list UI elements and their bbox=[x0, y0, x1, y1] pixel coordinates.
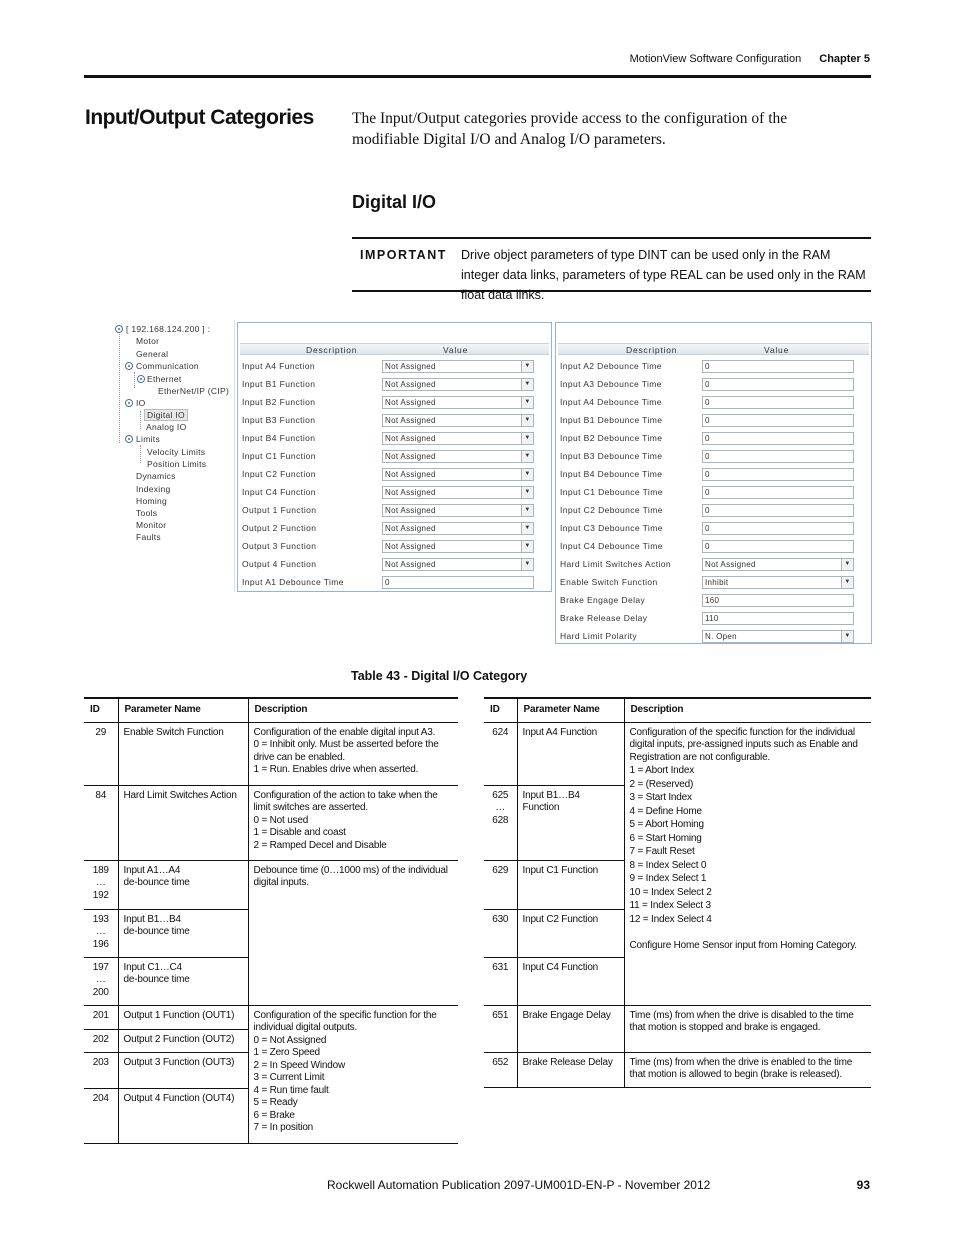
desc-line: 8 = Index Select 0 bbox=[629, 859, 707, 871]
desc-line: 1 = Abort Index bbox=[629, 765, 695, 776]
tree-node-indexing[interactable]: Indexing bbox=[136, 484, 171, 494]
parameter-value: 160 bbox=[705, 596, 720, 605]
desc-line: 2 = Ramped Decel and Disable bbox=[253, 839, 387, 851]
parameter-input[interactable] bbox=[702, 504, 854, 517]
parameter-label: Input A2 Debounce Time bbox=[560, 361, 662, 371]
parameter-row bbox=[558, 447, 869, 465]
id-line: 189 bbox=[92, 864, 109, 876]
parameter-row bbox=[558, 573, 869, 591]
table-row bbox=[84, 860, 458, 909]
parameter-label: Input A1 Debounce Time bbox=[242, 577, 344, 587]
desc-line: 6 = Brake bbox=[253, 1109, 295, 1121]
parameter-label: Input C2 Function bbox=[242, 469, 316, 479]
id-line: 628 bbox=[492, 814, 509, 826]
tree-node-analog-io[interactable]: Analog IO bbox=[146, 422, 187, 432]
desc-line: 12 = Index Select 4 bbox=[629, 913, 712, 925]
cell-parameter-name: Output 2 Function (OUT2) bbox=[118, 1029, 248, 1052]
id-line: … bbox=[95, 877, 106, 888]
cell-parameter-name: Brake Release Delay bbox=[517, 1052, 624, 1087]
tree-node-homing[interactable]: Homing bbox=[136, 496, 168, 506]
desc-line: 5 = Abort Homing bbox=[629, 819, 704, 830]
desc-line: 5 = Ready bbox=[253, 1097, 298, 1108]
cell-id: 629 bbox=[484, 860, 517, 909]
parameter-row bbox=[240, 573, 549, 591]
parameter-label: Input C1 Function bbox=[242, 451, 316, 461]
table-row bbox=[484, 1005, 871, 1052]
parameter-row bbox=[240, 501, 549, 519]
desc-line: 3 = Current Limit bbox=[253, 1072, 325, 1083]
parameter-label: Input B2 Function bbox=[242, 397, 316, 407]
parameter-row bbox=[558, 393, 869, 411]
desc-line: 0 = Not used bbox=[253, 814, 309, 826]
parameter-dropdown[interactable] bbox=[382, 378, 534, 391]
parameter-input[interactable] bbox=[702, 612, 854, 625]
cell-id: 84 bbox=[84, 785, 118, 860]
parameter-label: Input B4 Debounce Time bbox=[560, 469, 663, 479]
digital-io-table-left bbox=[84, 697, 458, 1144]
parameter-value: 0 bbox=[705, 380, 710, 389]
header-id: ID bbox=[484, 698, 517, 722]
cell-id: 203 bbox=[84, 1052, 118, 1088]
id-line: 197 bbox=[92, 961, 109, 973]
cell-id: 202 bbox=[84, 1029, 118, 1052]
desc-line: Configuration of the specific function for the individual digital outputs. bbox=[253, 1009, 437, 1033]
desc-line: Configuration of the enable digital input A3. bbox=[253, 726, 436, 738]
parameter-value: Not Assigned bbox=[385, 362, 436, 371]
parameter-dropdown[interactable] bbox=[382, 450, 534, 463]
parameter-value: Inhibit bbox=[705, 578, 729, 587]
tree-expand-icon[interactable] bbox=[115, 325, 123, 333]
parameter-row bbox=[240, 447, 549, 465]
parameter-label: Input B1 Function bbox=[242, 379, 316, 389]
column-header-value: Value bbox=[764, 345, 790, 355]
table-row bbox=[484, 1052, 871, 1087]
tree-node-position-limits[interactable]: Position Limits bbox=[147, 459, 207, 469]
parameter-value: N. Open bbox=[705, 632, 737, 641]
parameter-dropdown[interactable] bbox=[382, 540, 534, 553]
parameter-value: Not Assigned bbox=[385, 398, 436, 407]
cell-parameter-name bbox=[118, 909, 248, 957]
parameter-dropdown[interactable] bbox=[382, 360, 534, 373]
id-line: 200 bbox=[92, 986, 109, 998]
tree-node-velocity-limits[interactable]: Velocity Limits bbox=[147, 447, 206, 457]
parameter-row bbox=[558, 627, 869, 645]
cell-parameter-name bbox=[118, 957, 248, 1005]
dropdown-arrow-icon[interactable]: ▼ bbox=[521, 379, 533, 390]
parameter-row bbox=[558, 609, 869, 627]
parameter-panel-left bbox=[237, 322, 552, 592]
parameter-value: 0 bbox=[705, 398, 710, 407]
cell-id bbox=[84, 860, 118, 909]
parameter-label: Input A3 Debounce Time bbox=[560, 379, 662, 389]
desc-line: 3 = Start Index bbox=[629, 792, 692, 803]
table-row bbox=[84, 722, 458, 785]
desc-line: 1 = Disable and coast bbox=[253, 827, 346, 838]
parameter-row bbox=[558, 411, 869, 429]
header-chapter: Chapter 5 bbox=[819, 53, 870, 65]
parameter-label: Brake Engage Delay bbox=[560, 595, 646, 605]
section-title: Input/Output Categories bbox=[85, 106, 314, 129]
parameter-row bbox=[558, 591, 869, 609]
parameter-label: Enable Switch Function bbox=[560, 577, 658, 587]
tree-node-motor[interactable]: Motor bbox=[136, 336, 160, 346]
name-line: de-bounce time bbox=[123, 974, 190, 985]
parameter-label: Input C2 Debounce Time bbox=[560, 505, 663, 515]
important-callout bbox=[352, 237, 871, 302]
id-line: … bbox=[495, 802, 506, 813]
parameter-label: Hard Limit Polarity bbox=[560, 631, 638, 641]
cell-parameter-name: Output 4 Function (OUT4) bbox=[118, 1088, 248, 1143]
parameter-dropdown[interactable] bbox=[382, 504, 534, 517]
parameter-row bbox=[558, 483, 869, 501]
subsection-title: Digital I/O bbox=[352, 192, 437, 212]
desc-line: 10 = Index Select 2 bbox=[629, 886, 712, 898]
parameter-label: Input C4 Debounce Time bbox=[560, 541, 663, 551]
intro-paragraph: The Input/Output categories provide access to the configuration of the modifiable Digital I/O and Analog I/O parameters. bbox=[352, 110, 788, 148]
id-line: … bbox=[95, 926, 106, 937]
name-line: de-bounce time bbox=[123, 877, 190, 888]
parameter-row bbox=[240, 483, 549, 501]
cell-parameter-name: Input C1 Function bbox=[517, 860, 624, 909]
id-line: 193 bbox=[92, 913, 109, 925]
header-description: Description bbox=[248, 698, 458, 722]
id-line: 192 bbox=[92, 889, 109, 901]
parameter-value: Not Assigned bbox=[385, 488, 436, 497]
parameter-row bbox=[240, 537, 549, 555]
header-parameter-name: Parameter Name bbox=[517, 698, 624, 722]
navigation-tree bbox=[109, 320, 235, 592]
parameter-label: Input A4 Function bbox=[242, 361, 315, 371]
cell-description bbox=[248, 1005, 458, 1143]
tree-node-faults[interactable]: Faults bbox=[136, 532, 161, 542]
page-number: 93 bbox=[856, 1178, 870, 1192]
parameter-row bbox=[558, 519, 869, 537]
cell-parameter-name: Input A4 Function bbox=[517, 722, 624, 785]
desc-line: Configuration of the action to take when the limit switches are asserted. bbox=[253, 789, 438, 813]
cell-description: Debounce time (0…1000 ms) of the individual digital inputs. bbox=[248, 860, 458, 1005]
desc-line: 9 = Index Select 1 bbox=[629, 873, 707, 884]
header-description: Description bbox=[624, 698, 871, 722]
desc-line: 7 = Fault Reset bbox=[629, 846, 695, 857]
parameter-value: 110 bbox=[705, 614, 719, 623]
parameter-dropdown[interactable] bbox=[382, 558, 534, 571]
parameter-value: 0 bbox=[705, 488, 710, 497]
table-row bbox=[84, 785, 458, 860]
cell-id: 652 bbox=[484, 1052, 517, 1087]
tree-node-io[interactable]: IO bbox=[136, 398, 146, 408]
desc-line: Configure Home Sensor input from Homing Category. bbox=[629, 940, 857, 951]
parameter-input[interactable] bbox=[702, 486, 854, 499]
tree-connector bbox=[140, 445, 141, 463]
tree-node-general[interactable]: General bbox=[136, 349, 169, 359]
parameter-dropdown[interactable] bbox=[382, 522, 534, 535]
parameter-value: Not Assigned bbox=[385, 416, 436, 425]
parameter-value: 0 bbox=[705, 362, 710, 371]
parameter-row bbox=[240, 465, 549, 483]
tree-node-communication[interactable]: Communication bbox=[136, 361, 199, 371]
parameter-value: 0 bbox=[705, 506, 710, 515]
cell-id: 201 bbox=[84, 1005, 118, 1029]
parameter-input[interactable] bbox=[702, 414, 854, 427]
dropdown-arrow-icon[interactable]: ▼ bbox=[521, 415, 533, 426]
cell-parameter-name: Output 3 Function (OUT3) bbox=[118, 1052, 248, 1088]
column-header-value: Value bbox=[443, 345, 469, 355]
id-line: … bbox=[95, 974, 106, 985]
cell-id bbox=[84, 957, 118, 1005]
parameter-row bbox=[558, 357, 869, 375]
id-line: 625 bbox=[492, 789, 509, 801]
tree-node-monitor[interactable]: Monitor bbox=[136, 520, 167, 530]
desc-line: 0 = Not Assigned bbox=[253, 1034, 327, 1046]
header-parameter-name: Parameter Name bbox=[118, 698, 248, 722]
panel-header bbox=[558, 343, 869, 355]
cell-id: 630 bbox=[484, 909, 517, 957]
name-line: Input A1…A4 bbox=[123, 864, 181, 876]
desc-line: Configuration of the specific function for the individual digital inputs, pre-assigned inputs such as Enable and Registration are not configurable. bbox=[629, 726, 858, 763]
dropdown-arrow-icon[interactable]: ▼ bbox=[841, 631, 853, 642]
header-rule bbox=[84, 75, 871, 78]
desc-line: 1 = Zero Speed bbox=[253, 1047, 320, 1058]
desc-line: 0 = Inhibit only. Must be asserted before the drive can be enabled. bbox=[253, 739, 439, 763]
parameter-row bbox=[558, 465, 869, 483]
parameter-dropdown[interactable] bbox=[382, 468, 534, 481]
table-caption: Table 43 - Digital I/O Category bbox=[351, 669, 528, 683]
desc-line: 1 = Run. Enables drive when asserted. bbox=[253, 764, 419, 775]
parameter-input[interactable] bbox=[702, 594, 854, 607]
parameter-value: 0 bbox=[385, 578, 390, 587]
parameter-label: Input C1 Debounce Time bbox=[560, 487, 663, 497]
desc-line: 4 = Define Home bbox=[629, 805, 702, 817]
parameter-row bbox=[558, 429, 869, 447]
desc-line: 11 = Index Select 3 bbox=[629, 900, 711, 911]
digital-io-table-right bbox=[484, 697, 871, 1088]
parameter-value: 0 bbox=[705, 524, 710, 533]
parameter-label: Input B3 Debounce Time bbox=[560, 451, 663, 461]
parameter-label: Output 1 Function bbox=[242, 505, 317, 515]
name-line: de-bounce time bbox=[123, 926, 190, 937]
dropdown-arrow-icon[interactable]: ▼ bbox=[521, 397, 533, 408]
parameter-dropdown[interactable] bbox=[702, 630, 854, 643]
table-header-row bbox=[84, 698, 458, 722]
cell-parameter-name: Hard Limit Switches Action bbox=[118, 785, 248, 860]
parameter-label: Hard Limit Switches Action bbox=[560, 559, 672, 569]
name-line: Input B1…B4 bbox=[123, 913, 181, 925]
tree-node-dynamics[interactable]: Dynamics bbox=[136, 471, 176, 481]
parameter-value: Not Assigned bbox=[385, 434, 436, 443]
parameter-input[interactable] bbox=[702, 432, 854, 445]
desc-line: 2 = In Speed Window bbox=[253, 1059, 346, 1071]
parameter-dropdown[interactable] bbox=[702, 558, 854, 571]
parameter-value: 0 bbox=[705, 542, 710, 551]
tree-connector bbox=[134, 372, 135, 388]
tree-node-ethernet[interactable]: Ethernet bbox=[147, 374, 182, 384]
parameter-input[interactable] bbox=[702, 360, 854, 373]
table-row bbox=[484, 722, 871, 785]
table-header-row bbox=[484, 698, 871, 722]
tree-expand-icon[interactable] bbox=[125, 362, 133, 370]
cell-parameter-name: Input B1…B4 Function bbox=[517, 785, 624, 860]
parameter-input[interactable] bbox=[702, 522, 854, 535]
parameter-row bbox=[240, 375, 549, 393]
dropdown-arrow-icon[interactable]: ▼ bbox=[521, 541, 533, 552]
header-section: MotionView Software Configuration bbox=[629, 53, 802, 65]
parameter-input[interactable] bbox=[702, 378, 854, 391]
parameter-label: Input B2 Debounce Time bbox=[560, 433, 663, 443]
tree-node-ethernetip[interactable]: EtherNet/IP (CIP) bbox=[158, 386, 230, 396]
parameter-row bbox=[240, 555, 549, 573]
parameter-value: 0 bbox=[705, 470, 710, 479]
parameter-input[interactable] bbox=[702, 540, 854, 553]
tree-node-digital-io[interactable]: Digital IO bbox=[144, 409, 188, 421]
tree-node-device[interactable]: [ 192.168.124.200 ] : bbox=[126, 324, 211, 334]
dropdown-arrow-icon[interactable]: ▼ bbox=[841, 559, 853, 570]
column-header-description: Description bbox=[626, 345, 678, 355]
parameter-input[interactable] bbox=[382, 576, 534, 589]
parameter-label: Input C3 Debounce Time bbox=[560, 523, 663, 533]
dropdown-arrow-icon[interactable]: ▼ bbox=[521, 361, 533, 372]
important-text: Drive object parameters of type DINT can be used only in the RAM integer data links, parameters of type REAL can be used only in the RAM float data links. bbox=[461, 248, 866, 302]
cell-id: 651 bbox=[484, 1005, 517, 1052]
dropdown-arrow-icon[interactable]: ▼ bbox=[521, 487, 533, 498]
parameter-label: Output 2 Function bbox=[242, 523, 317, 533]
cell-id: 204 bbox=[84, 1088, 118, 1143]
parameter-value: Not Assigned bbox=[385, 524, 436, 533]
cell-id bbox=[484, 785, 517, 860]
parameter-dropdown[interactable] bbox=[702, 576, 854, 589]
desc-line: 7 = In position bbox=[253, 1122, 314, 1133]
cell-description bbox=[248, 722, 458, 785]
dropdown-arrow-icon[interactable]: ▼ bbox=[521, 451, 533, 462]
parameter-value: Not Assigned bbox=[385, 506, 436, 515]
parameter-label: Input B3 Function bbox=[242, 415, 316, 425]
cell-description: Time (ms) from when the drive is disabled to the time that motion is stopped and brake is engaged. bbox=[624, 1005, 871, 1052]
cell-description bbox=[624, 722, 871, 1005]
cell-parameter-name: Enable Switch Function bbox=[118, 722, 248, 785]
parameter-value: Not Assigned bbox=[385, 452, 436, 461]
parameter-label: Input A4 Debounce Time bbox=[560, 397, 662, 407]
dropdown-arrow-icon[interactable]: ▼ bbox=[521, 433, 533, 444]
desc-line: 2 = (Reserved) bbox=[629, 778, 694, 790]
dropdown-arrow-icon[interactable]: ▼ bbox=[841, 577, 853, 588]
cell-description bbox=[248, 785, 458, 860]
parameter-label: Input B1 Debounce Time bbox=[560, 415, 663, 425]
parameter-label: Input C4 Function bbox=[242, 487, 316, 497]
table-row bbox=[84, 1005, 458, 1029]
tree-expand-icon[interactable] bbox=[125, 399, 133, 407]
parameter-input[interactable] bbox=[702, 396, 854, 409]
parameter-dropdown[interactable] bbox=[382, 414, 534, 427]
parameter-input[interactable] bbox=[702, 468, 854, 481]
software-screenshot bbox=[109, 320, 874, 645]
id-line: 196 bbox=[92, 938, 109, 950]
cell-parameter-name bbox=[118, 860, 248, 909]
parameter-row bbox=[558, 375, 869, 393]
parameter-value: 0 bbox=[705, 434, 710, 443]
parameter-row bbox=[558, 501, 869, 519]
parameter-row bbox=[558, 555, 869, 573]
column-header-description: Description bbox=[306, 345, 358, 355]
cell-id: 631 bbox=[484, 957, 517, 1005]
parameter-row bbox=[240, 357, 549, 375]
parameter-row bbox=[558, 537, 869, 555]
cell-description: Time (ms) from when the drive is enabled to the time that motion is allowed to begin (brake is released). bbox=[624, 1052, 871, 1087]
parameter-row bbox=[240, 519, 549, 537]
desc-line: 6 = Start Homing bbox=[629, 832, 702, 844]
important-label: IMPORTANT bbox=[360, 248, 447, 262]
parameter-value: Not Assigned bbox=[385, 560, 436, 569]
cell-id: 29 bbox=[84, 722, 118, 785]
tree-node-tools[interactable]: Tools bbox=[136, 508, 158, 518]
dropdown-arrow-icon[interactable]: ▼ bbox=[521, 505, 533, 516]
cell-id bbox=[84, 909, 118, 957]
running-header bbox=[630, 53, 870, 65]
parameter-input[interactable] bbox=[702, 450, 854, 463]
dropdown-arrow-icon[interactable]: ▼ bbox=[521, 523, 533, 534]
name-line: Input C1…C4 bbox=[123, 961, 182, 973]
parameter-row bbox=[240, 411, 549, 429]
parameter-label: Input B4 Function bbox=[242, 433, 316, 443]
cell-parameter-name: Brake Engage Delay bbox=[517, 1005, 624, 1052]
parameter-label: Output 3 Function bbox=[242, 541, 317, 551]
dropdown-arrow-icon[interactable]: ▼ bbox=[521, 469, 533, 480]
tree-connector bbox=[119, 331, 120, 443]
parameter-value: Not Assigned bbox=[385, 470, 436, 479]
parameter-value: Not Assigned bbox=[385, 380, 436, 389]
cell-id: 624 bbox=[484, 722, 517, 785]
footer-publication: Rockwell Automation Publication 2097-UM001D-EN-P - November 2012 bbox=[327, 1178, 711, 1192]
parameter-value: Not Assigned bbox=[385, 542, 436, 551]
parameter-label: Brake Release Delay bbox=[560, 613, 648, 623]
cell-parameter-name: Output 1 Function (OUT1) bbox=[118, 1005, 248, 1029]
parameter-row bbox=[240, 393, 549, 411]
tree-connector bbox=[140, 411, 141, 429]
parameter-dropdown[interactable] bbox=[382, 486, 534, 499]
parameter-value: 0 bbox=[705, 452, 710, 461]
desc-line: 4 = Run time fault bbox=[253, 1084, 329, 1096]
dropdown-arrow-icon[interactable]: ▼ bbox=[521, 559, 533, 570]
parameter-label: Output 4 Function bbox=[242, 559, 317, 569]
parameter-row bbox=[240, 429, 549, 447]
parameter-value: Not Assigned bbox=[705, 560, 756, 569]
tree-expand-icon[interactable] bbox=[137, 375, 145, 383]
cell-parameter-name: Input C4 Function bbox=[517, 957, 624, 1005]
parameter-panel-right bbox=[555, 322, 872, 644]
panel-header bbox=[240, 343, 549, 355]
cell-parameter-name: Input C2 Function bbox=[517, 909, 624, 957]
parameter-dropdown[interactable] bbox=[382, 396, 534, 409]
parameter-value: 0 bbox=[705, 416, 710, 425]
header-id: ID bbox=[84, 698, 118, 722]
tree-expand-icon[interactable] bbox=[125, 435, 133, 443]
tree-node-limits[interactable]: Limits bbox=[136, 434, 160, 444]
parameter-dropdown[interactable] bbox=[382, 432, 534, 445]
